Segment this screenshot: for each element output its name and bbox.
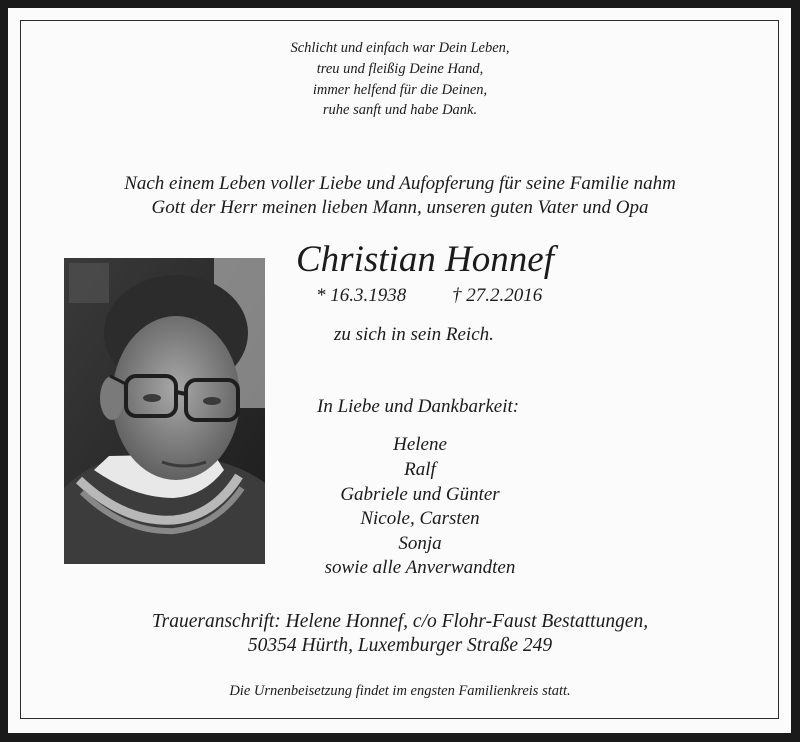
dankbarkeit-line: In Liebe und Dankbarkeit: — [317, 396, 520, 417]
family-member-4: Nicole, Carsten — [360, 508, 480, 529]
birth-date: * 16.3.1938 — [316, 285, 407, 306]
death-date: † 27.2.2016 — [452, 285, 543, 306]
family-member-1: Helene — [393, 434, 447, 455]
poem-line-4: ruhe sanft und habe Dank. — [322, 102, 478, 118]
burial-note: Die Urnenbeisetzung findet im engsten Familienkreis statt. — [229, 683, 571, 699]
address-line-2: 50354 Hürth, Luxemburger Straße 249 — [247, 635, 553, 656]
intro-line-1: Nach einem Leben voller Liebe und Aufopferung für seine Familie nahm — [124, 173, 676, 194]
address-line-1: Traueranschrift: Helene Honnef, c/o Flohr-Faust Bestattungen, — [151, 611, 649, 632]
portrait-illustration — [64, 258, 265, 564]
family-member-3: Gabriele und Günter — [340, 484, 500, 505]
reich-line: zu sich in sein Reich. — [334, 324, 494, 345]
poem-line-2: treu und fleißig Deine Hand, — [316, 61, 484, 77]
family-member-5: Sonja — [398, 533, 442, 554]
poem-line-1: Schlicht und einfach war Dein Leben, — [290, 40, 510, 56]
family-member-6: sowie alle Anverwandten — [324, 557, 516, 578]
intro-line-2: Gott der Herr meinen lieben Mann, unseren guten Vater und Opa — [151, 197, 649, 218]
family-member-2: Ralf — [404, 459, 436, 480]
portrait-photo — [64, 258, 265, 564]
poem-line-3: immer helfend für die Deinen, — [312, 82, 488, 98]
deceased-name: Christian Honnef — [296, 239, 554, 280]
